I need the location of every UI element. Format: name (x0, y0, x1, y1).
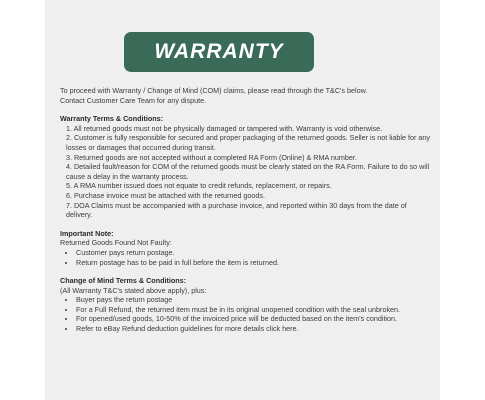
warranty-heading: Warranty Terms & Conditions: (60, 114, 164, 124)
warranty-item: 7. DOA Claims must be accompanied with a purchase invoice, and reported within 30 days from the date of delivery. (66, 200, 407, 220)
important-subheading: Returned Goods Found Not Faulty: (60, 238, 172, 248)
warranty-item: 2. Customer is fully responsible for secured and proper packaging of the returned goods. Seller is not liable for any losses or damages that occurred during transit. (66, 133, 430, 152)
warranty-list (60, 124, 432, 220)
banner-title: WARRANTY (154, 40, 284, 63)
warranty-item: 1. All returned goods must not be physically damaged or tampered with. Warranty is void otherwise. (66, 123, 383, 133)
warranty-item: 6. Purchase invoice must be attached with the returned goods. (66, 190, 265, 200)
com-heading: Change of Mind Terms & Conditions: (60, 276, 187, 286)
warranty-item: 5. A RMA number issued does not equate to credit refunds, replacement, or repairs. (66, 181, 332, 191)
important-list (60, 248, 432, 267)
com-item: • For a Full Refund, the returned item must be in its original unopened condition with the seal unbroken. (76, 305, 432, 315)
com-subheading: (All Warranty T&C's stated above apply), plus: (60, 285, 207, 295)
important-heading: Important Note: (60, 228, 114, 238)
warranty-banner (124, 32, 314, 72)
important-item: • Customer pays return postage. (76, 248, 432, 258)
com-list (60, 295, 432, 333)
com-item: • Buyer pays the return postage (76, 295, 432, 305)
warranty-item: 4. Detailed fault/reason for COM of the returned goods must be clearly stated on the RA Form. Failure to do so will cause a delay in the warranty process. (66, 162, 430, 181)
intro-line: To proceed with Warranty / Change of Mind (COM) claims, please read through the T&C's below. (60, 86, 368, 95)
terms-content (60, 86, 432, 334)
intro-line: Contact Customer Care Team for any dispute. (60, 95, 207, 105)
warranty-item: 3. Returned goods are not accepted without a completed RA Form (Online) & RMA number. (66, 152, 357, 162)
com-item: • For opened/used goods, 10-50% of the invoiced price will be deducted based on the item's condition. (76, 314, 432, 324)
com-item-refund-guidelines-link[interactable]: • Refer to eBay Refund deduction guidelines for more details click here. (76, 324, 432, 334)
important-item: • Return postage has to be paid in full before the item is returned. (76, 258, 432, 268)
